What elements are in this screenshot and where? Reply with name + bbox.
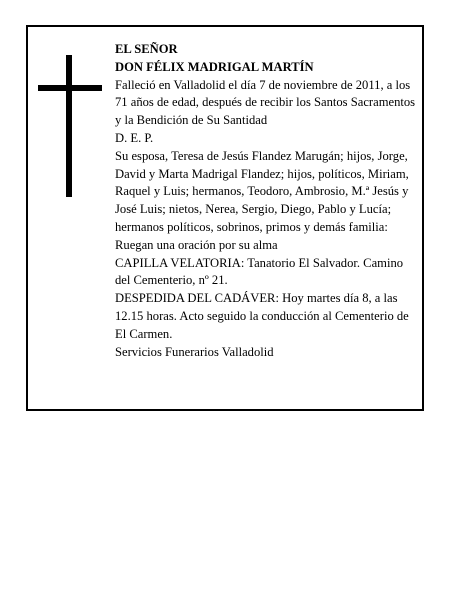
rip-text: D. E. P.: [115, 130, 154, 145]
farewell-info: [115, 290, 421, 343]
chapel-label: CAPILLA VELATORIA:: [115, 255, 245, 270]
cross-horizontal-bar: [38, 85, 102, 91]
obituary-notice: [26, 25, 424, 411]
notice-text: [115, 41, 421, 361]
heading-title: EL SEÑOR: [115, 42, 178, 56]
farewell-label: DESPEDIDA DEL CADÁVER:: [115, 291, 279, 306]
family-list: Su esposa, Teresa de Jesús Flandez Marugán; hijos, Jorge, David y Marta Madrigal Flandez; hijos, políticos, Miriam, Raquel y Luis; hermanos, Teodoro, Ambrosio, M.ª Jesús y José Luis; nietos, Nerea, Sergio, Diego, Pablo y Lucía; hermanos políticos, sobrinos, primos y demás familia:: [115, 148, 409, 234]
prayer-request: Ruegan una oración por su alma: [115, 237, 278, 252]
chapel-info: [115, 255, 421, 291]
chapel-text: Tanatorio El Salvador. Camino del Cementerio, nº 21.: [115, 255, 404, 288]
deceased-name: DON FÉLIX MADRIGAL MARTÍN: [115, 59, 314, 74]
death-info: Falleció en Valladolid el día 7 de noviembre de 2011, a los 71 años de edad, después de recibir los Santos Sacramentos y la Bendición de Su Santidad: [115, 77, 416, 128]
farewell-text: Hoy martes día 8, a las 12.15 horas. Acto seguido la conducción al Cementerio de El Carmen.: [115, 291, 409, 341]
funeral-services: Servicios Funerarios Valladolid: [115, 344, 274, 359]
cross-vertical-bar: [66, 55, 72, 197]
cross-icon: [38, 55, 102, 197]
